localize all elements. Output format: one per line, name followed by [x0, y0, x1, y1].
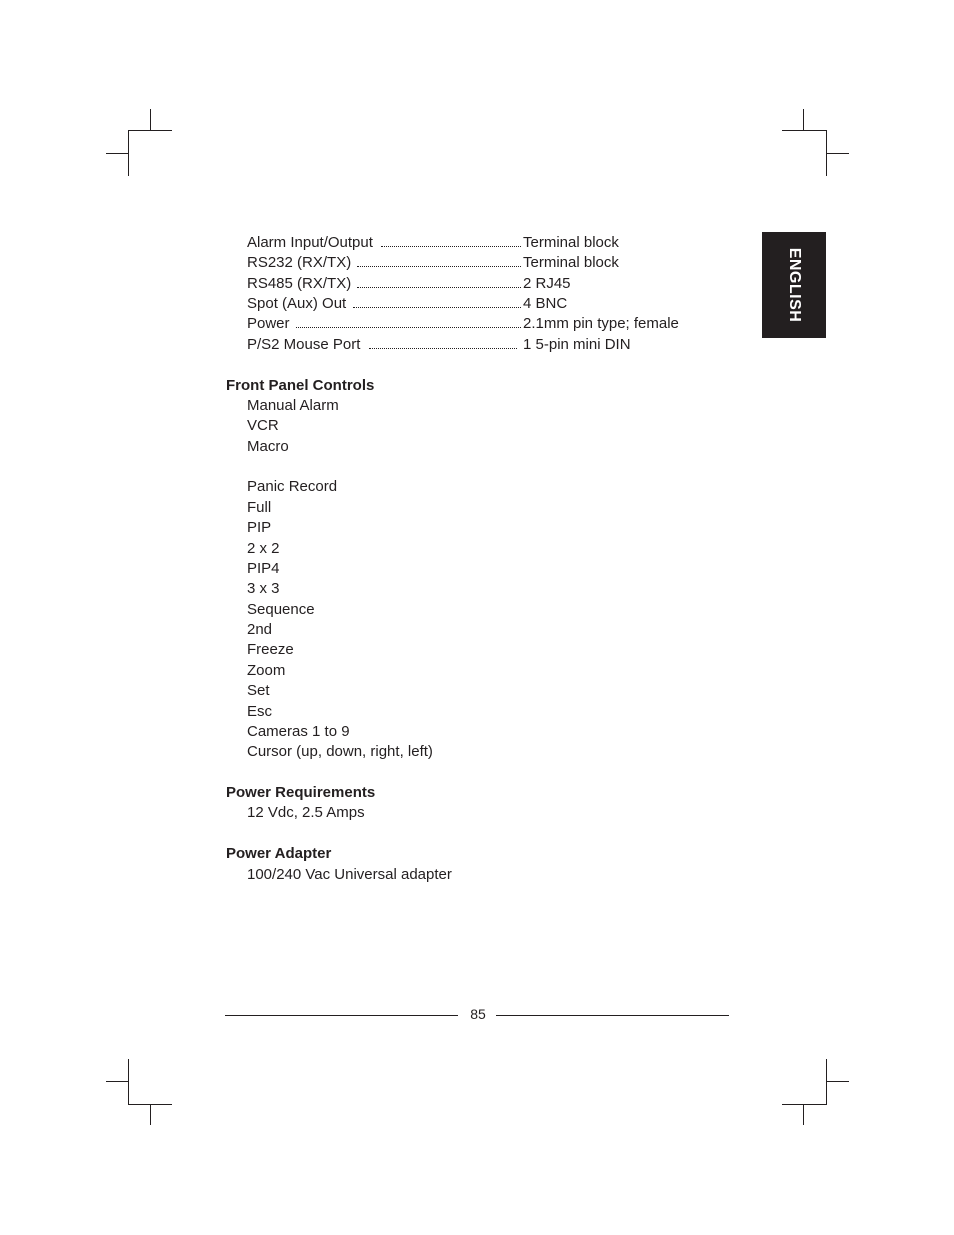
spec-label: Spot (Aux) Out [247, 294, 349, 314]
power-adapter-text: 100/240 Vac Universal adapter [247, 866, 452, 883]
spec-label: Power [247, 314, 293, 334]
section-heading-front-panel: Front Panel Controls [226, 377, 375, 394]
spec-row [247, 253, 727, 273]
list-item: Cursor (up, down, right, left) [247, 743, 433, 760]
list-item: 2 x 2 [247, 540, 280, 557]
list-item: PIP4 [247, 560, 280, 577]
list-item: Panic Record [247, 478, 338, 495]
list-item: Sequence [247, 601, 315, 618]
list-item: VCR [247, 417, 279, 434]
spec-row [247, 294, 727, 314]
list-item: Set [247, 682, 270, 699]
spec-row [247, 314, 727, 334]
spec-value: 1 5-pin mini DIN [523, 336, 631, 353]
footer-rule-right [496, 1015, 729, 1016]
list-item: Manual Alarm [247, 397, 339, 414]
list-item: PIP [247, 519, 272, 536]
spec-row [247, 335, 727, 355]
spec-row [247, 274, 727, 294]
list-item: 3 x 3 [247, 580, 280, 597]
list-item: Macro [247, 438, 289, 455]
list-item: Zoom [247, 662, 286, 679]
language-tab [762, 232, 826, 338]
spec-label: RS232 (RX/TX) [247, 253, 354, 273]
page-number: 85 [470, 1006, 486, 1022]
spec-row [247, 233, 727, 253]
spec-value: 2 RJ45 [523, 275, 571, 292]
list-item: Esc [247, 703, 273, 720]
spec-value: Terminal block [523, 234, 619, 251]
spec-value: 2.1mm pin type; female [523, 315, 679, 332]
spec-label: P/S2 Mouse Port [247, 335, 363, 355]
language-tab-label: ENGLISH [786, 247, 803, 323]
list-item: Cameras 1 to 9 [247, 723, 350, 740]
spec-value: 4 BNC [523, 295, 568, 312]
list-item: Full [247, 499, 272, 516]
spec-label: RS485 (RX/TX) [247, 274, 354, 294]
section-heading-power-adapter: Power Adapter [226, 845, 332, 862]
list-item: 2nd [247, 621, 273, 638]
list-item: Freeze [247, 641, 294, 658]
footer-rule-left [225, 1015, 458, 1016]
section-heading-power-requirements: Power Requirements [226, 784, 376, 801]
power-requirements-text: 12 Vdc, 2.5 Amps [247, 804, 365, 821]
spec-value: Terminal block [523, 254, 619, 271]
spec-label: Alarm Input/Output [247, 233, 376, 253]
